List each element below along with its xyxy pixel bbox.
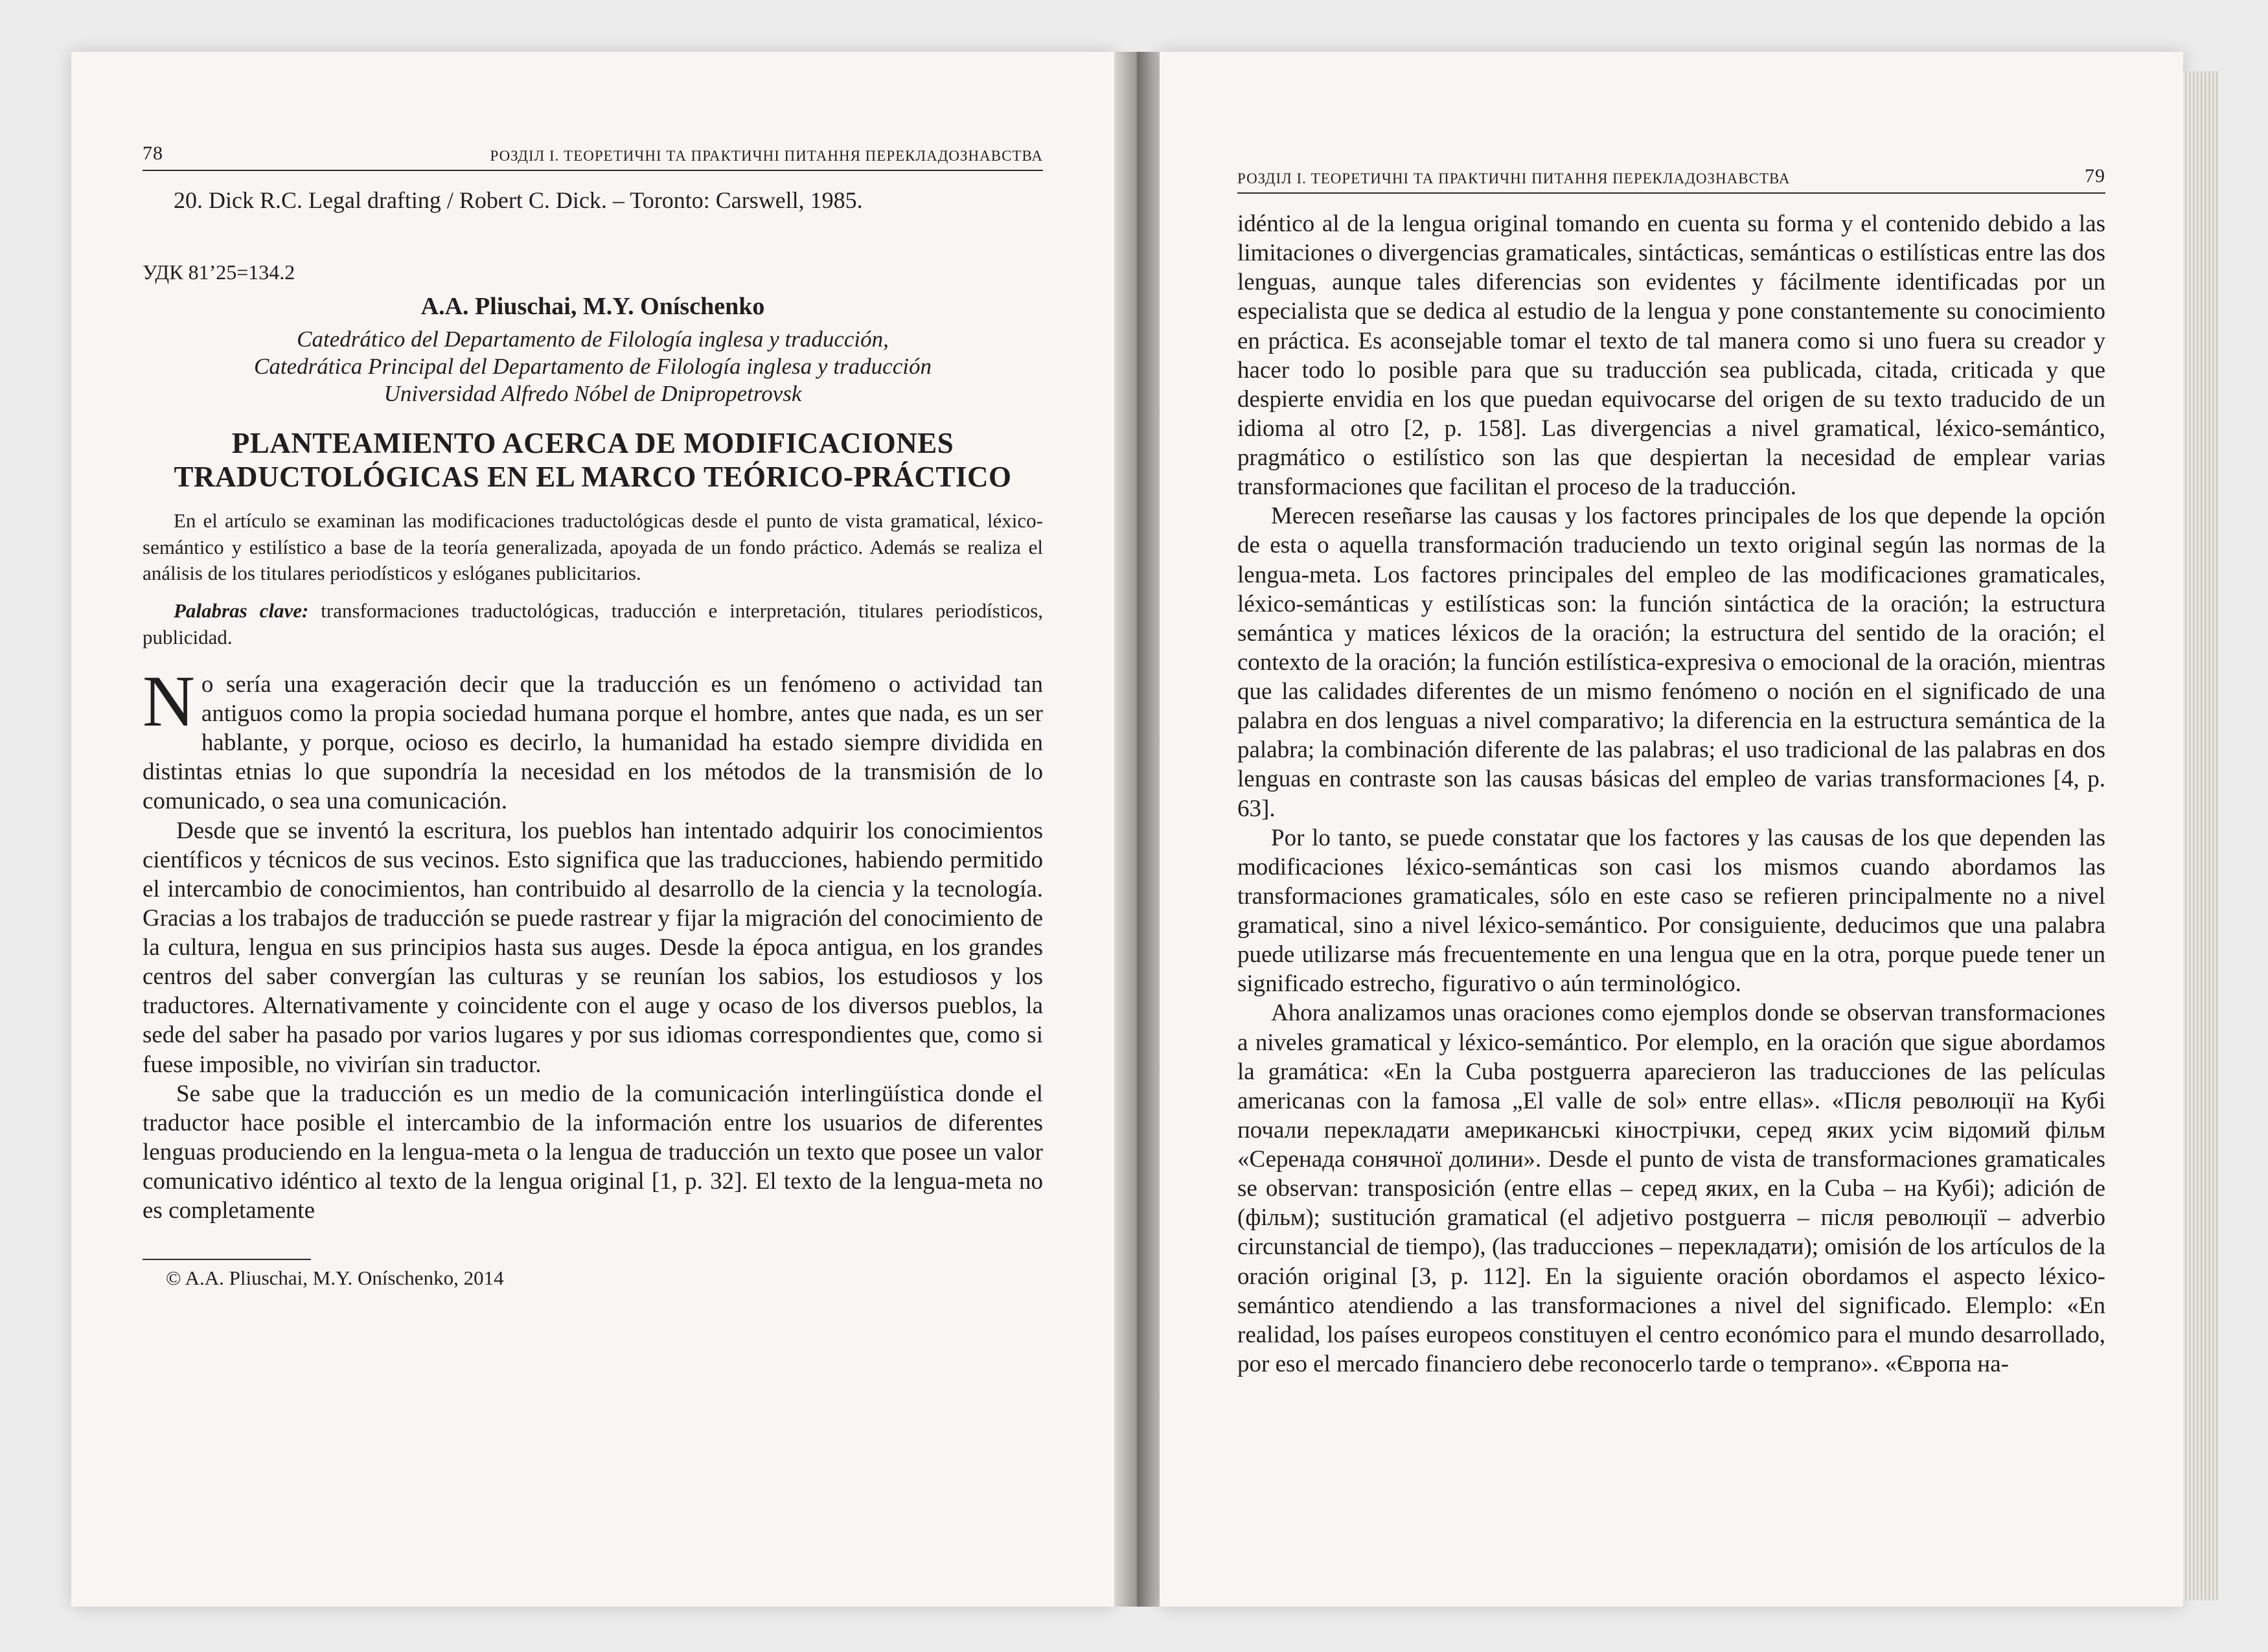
left-page [71, 52, 1114, 1607]
left-body-text [143, 661, 1043, 1225]
paragraph-text: o sería una exageración decir que la traducción es un fenómeno o actividad tan antiguos como la propia sociedad humana porque el hombre, antes que nada, es un ser hablante, y porque, ocioso es decirlo, la humanidad ha estado siempre dividida en distintas etnias lo que supondría la necesidad en los métodos de la transmisión de lo comunicado, o sea una comunicación. [143, 671, 1043, 815]
affiliation-line: Universidad Alfredo Nóbel de Dnipropetrovsk [384, 380, 802, 406]
running-head: РОЗДІЛ І. ТЕОРЕТИЧНІ ТА ПРАКТИЧНІ ПИТАННЯ ПЕРЕКЛАДОЗНАВСТВА [490, 148, 1043, 164]
body-paragraph: Merecen reseñarse las causas y los factores principales de los que depende la opción de esta o aquella transformación traduciendo un texto original según las normas de la lengua-meta. Los factores principales del empleo de las modificaciones gramaticales, léxico-semánticas y estilísticas son: la función sintáctica de la oración; la estructura semántica y matices léxicos de la oración; la estructura del sentido de la oración; el contexto de la oración; la función estilística-expresiva o emocional de la oración, mientras que las calidades diferentes de un mismo fenómeno o noción en el significado de una palabra en dos lenguas a nivel comparativo; la diferencia en la estructura semántica de la palabra; la combinación diferente de las palabras; el uso tradicional de las palabras en dos lenguas en contraste son las causas básicas del empleo de varias transformaciones [4, p. 63]. [1237, 503, 2105, 822]
body-paragraph: Por lo tanto, se puede constatar que los factores y las causas de los que dependen las modificaciones léxico-semánticas son casi los mismos cuando abordamos las transformaciones gramaticales, sólo en este caso se refieren principalmente no a nivel gramatical, sino a nivel léxico-semántico. Por consiguiente, deducimos que una palabra puede utilizarse más frecuentemente en una lengua que en la otra, porque puede tener un significado estrecho, figurativo o aún terminológico. [1237, 824, 2105, 998]
page-edges [2183, 71, 2219, 1600]
drop-cap: N [143, 661, 195, 742]
affiliation-line: Catedrática Principal del Departamento de Filología inglesa y traducción [254, 353, 932, 379]
udc-code: УДК 81’25=134.2 [143, 260, 295, 284]
keywords-label: Palabras clave: [174, 599, 309, 623]
copyright-footnote: © A.A. Pliuschai, M.Y. Oníschenko, 2014 [166, 1267, 504, 1290]
affiliation [143, 326, 1043, 407]
keywords [143, 598, 1043, 650]
footnote-rule [143, 1259, 311, 1260]
body-paragraph: Se sabe que la traducción es un medio de la comunicación interlingüística donde el traductor hace posible el intercambio de la información entre los usuarios de diferentes lenguas produciendo en la lengua-meta o la lengua de traducción un texto que posee un valor comunicativo idéntico al texto de la lengua original [1, p. 32]. El texto de la lengua-meta no es completamente [143, 1080, 1043, 1224]
body-paragraph [143, 661, 1043, 816]
page-number: 78 [143, 143, 163, 164]
body-paragraph: Desde que se inventó la escritura, los pueblos han intentado adquirir los conocimientos científicos y técnicos de sus vecinos. Esto significa que las traducciones, habiendo permitido el intercambio de conocimientos, han contribuido al desarrollo de la ciencia y la tecnología. Gracias a los trabajos de traducción se puede rastrear y fijar la migración del conocimiento de la cultura, lengua en sus principios hasta sus auges. Desde la época antigua, en los grandes centros del saber convergían las culturas y se reunían los sabios, los estudiosos y los traductores. Alternativamente y coincidente con el auge y ocaso de los diversos pueblos, la sede del saber ha pasado por varios lugares y por sus idiomas correspondientes que, como si fuese imposible, no vivirían sin traductor. [143, 817, 1043, 1078]
left-page-header [143, 143, 1043, 171]
authors: A.A. Pliuschai, M.Y. Oníschenko [420, 292, 765, 320]
abstract: En el artículo se examinan las modificaciones traductológicas desde el punto de vista gramatical, léxico-semántico y estilístico a base de la teoría generalizada, apoyada de un fondo práctico. Además se realiza el análisis de los titulares periodísticos y eslóganes publicitarios. [143, 509, 1043, 584]
page-number: 79 [2085, 165, 2105, 187]
right-body-text [1237, 209, 2105, 1379]
title-line: PLANTEAMIENTO ACERCA DE MODIFICACIONES [231, 426, 954, 459]
affiliation-line: Catedrático del Departamento de Filología inglesa y traducción, [297, 326, 889, 352]
right-page-header [1237, 165, 2105, 194]
running-head: РОЗДІЛ І. ТЕОРЕТИЧНІ ТА ПРАКТИЧНІ ПИТАННЯ ПЕРЕКЛАДОЗНАВСТВА [1237, 170, 1791, 187]
body-paragraph: idéntico al de la lengua original tomando en cuenta su forma y el contenido debido a las limitaciones o divergencias gramaticales, sintácticas, semánticas o estilísticas entre las dos lenguas, aunque tales diferencias son evidentes y fácilmente identificadas por un especialista que se dedica al estudio de la lengua y pone constantemente su conocimiento en práctica. Es aconsejable tomar el texto de tal manera como si uno fuera su creador y hacer todo lo posible para que su traducción sea publicada, citada, criticada y que despierte envidia en los que puedan equivocarse del origen de su texto traducido de un idioma al otro [2, p. 158]. Las divergencias a nivel gramatical, léxico-semántico, pragmático o estilístico son las que despiertan la necesidad de emplear varias transformaciones que facilitan el proceso de la traducción. [1237, 211, 2105, 501]
article-title [143, 427, 1043, 494]
body-paragraph: Ahora analizamos unas oraciones como ejemplos donde se observan transformaciones a niveles gramatical y léxico-semántico. Por elemplo, en la oración que sigue abordamos la gramática: «En la Cuba postguerra aparecieron las traducciones de las películas americanas con la famosa „El valle de sol» entre ellas». «Після революції на Кубі почали перекладати американські кінострічки, серед яких усім відомий фільм «Серенада сонячної долини». Desde el punto de vista de transformaciones gramaticales se observan: transposición (entre ellas – серед яких, en la Cuba – на Кубі); adición de (фільм); sustitución gramatical (el adjetivo postguerra – після революції – adverbio circunstancial de tiempo), (las traducciones – перекладати); omisión de los artículos de la oración original [3, p. 112]. En la siguiente oración obordamos el aspecto léxico-semántico atendiendo a las transformaciones a nivel del significado. Elemplo: «En realidad, los países europeos constituyen el centro económico para el mundo desarrollado, por eso el mercado financiero debe reconocerlo tarde o temprano». «Європа на- [1237, 1000, 2105, 1377]
keywords-text: transformaciones traductológicas, traducción e interpretación, titulares periodísticos, publicidad. [143, 599, 1043, 648]
reference-item: 20. Dick R.C. Legal drafting / Robert C. Dick. – Toronto: Carswell, 1985. [174, 187, 863, 213]
right-page [1160, 52, 2183, 1607]
book-gutter [1114, 52, 1160, 1607]
title-line: TRADUCTOLÓGICAS EN EL MARCO TEÓRICO-PRÁCTICO [174, 460, 1012, 493]
